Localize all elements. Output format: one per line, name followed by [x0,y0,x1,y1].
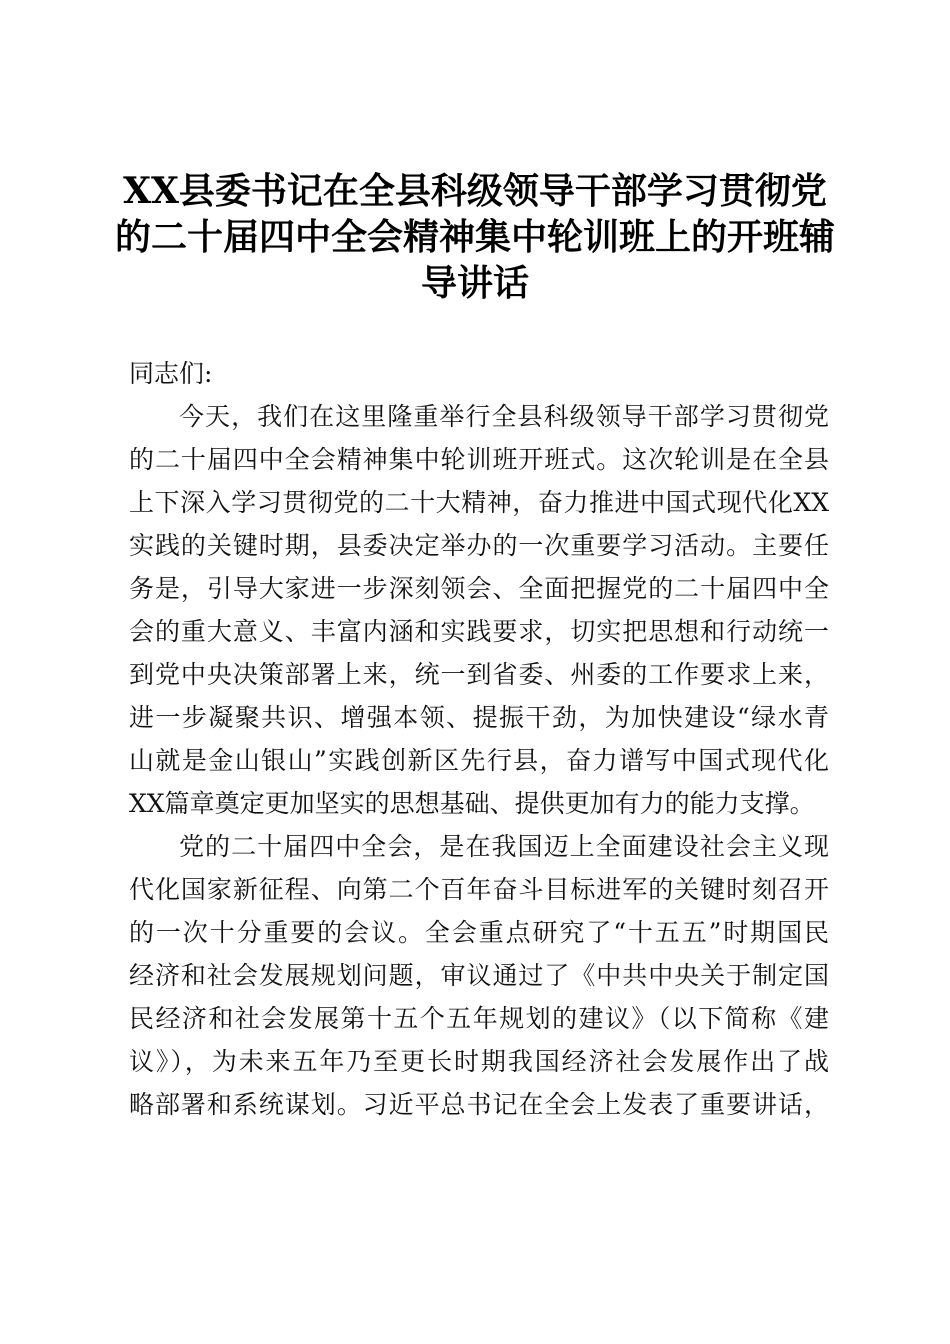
title-line: 导讲话 [420,262,529,304]
paragraph-line: 务是，引导大家进一步深刻领会、全面把握党的二十届四中全 [129,574,829,603]
document-body [129,352,829,1126]
paragraph-line: 民经济和社会发展第十五个五年规划的建议》（以下简称《建 [129,1004,829,1033]
document-title [110,168,840,306]
paragraph-line: 今天，我们在这里隆重举行全县科级领导干部学习贯彻党 [179,402,829,431]
paragraph-2 [129,825,829,1126]
title-line: 的二十届四中全会精神集中轮训班上的开班辅 [114,216,835,258]
paragraph-line: 代化国家新征程、向第二个百年奋斗目标进军的关键时刻召开 [129,875,829,904]
paragraph-line: 实践的关键时期，县委决定举办的一次重要学习活动。主要任 [129,531,829,560]
paragraph-line: 上下深入学习贯彻党的二十大精神，奋力推进中国式现代化XX [129,488,829,517]
paragraph-line: 党的二十届四中全会，是在我国迈上全面建设社会主义现 [179,832,829,861]
paragraph-line: 的二十届四中全会精神集中轮训班开班式。这次轮训是在全县 [129,445,829,474]
title-line: XX县委书记在全县科级领导干部学习贯彻党 [123,170,827,212]
paragraph-line: 进一步凝聚共识、增强本领、提振干劲，为加快建设“绿水青 [129,703,829,732]
paragraph-line: 山就是金山银山”实践创新区先行县，奋力谱写中国式现代化 [129,746,829,775]
paragraph-line: 议》），为未来五年乃至更长时期我国经济社会发展作出了战 [129,1047,829,1076]
paragraph-line: 会的重大意义、丰富内涵和实践要求，切实把思想和行动统一 [129,617,829,646]
paragraph-line: 略部署和系统谋划。习近平总书记在全会上发表了重要讲话， [129,1090,829,1119]
paragraph-1 [129,395,829,825]
salutation: 同志们: [129,359,213,388]
paragraph-line: 经济和社会发展规划问题，审议通过了《中共中央关于制定国 [129,961,829,990]
paragraph-line: XX篇章奠定更加坚实的思想基础、提供更加有力的能力支撑。 [129,789,815,818]
paragraph-line: 的一次十分重要的会议。全会重点研究了“十五五”时期国民 [129,918,829,947]
paragraph-line: 到党中央决策部署上来，统一到省委、州委的工作要求上来， [129,660,829,689]
